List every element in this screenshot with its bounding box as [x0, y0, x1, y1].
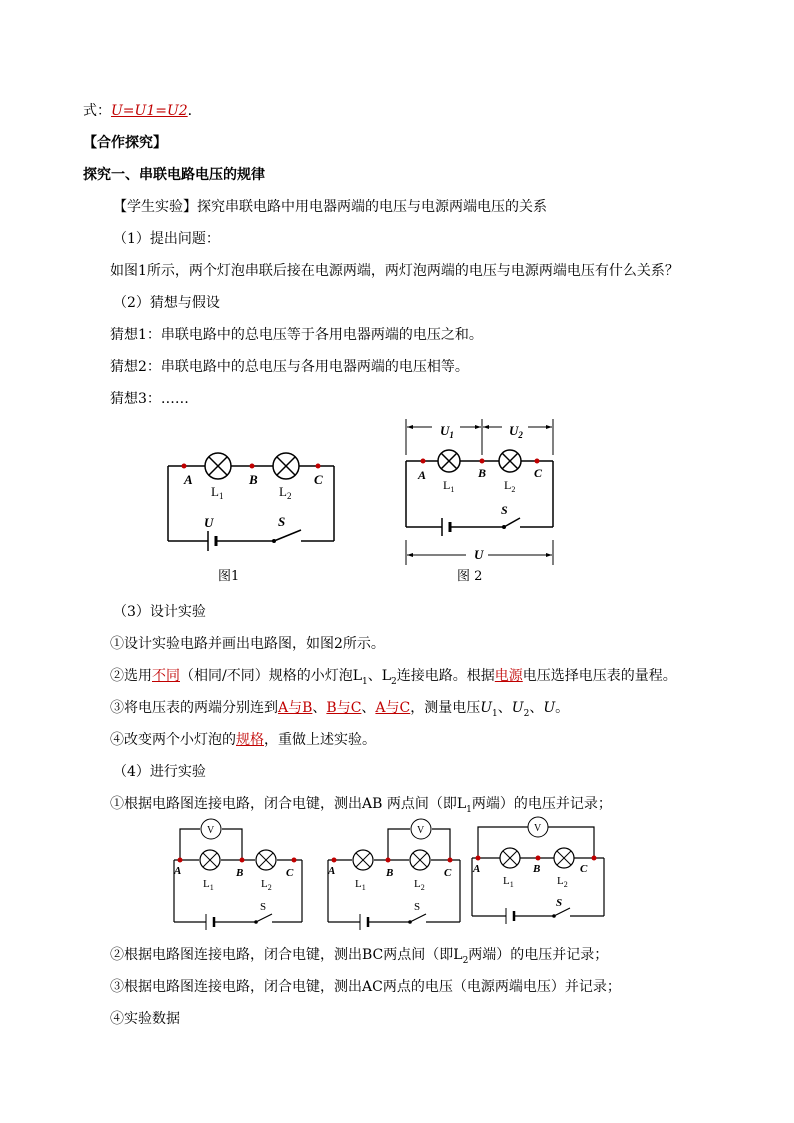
step3-item4: ④改变两个小灯泡的规格，重做上述实验。: [110, 732, 376, 748]
experiment-intro: 【学生实验】探究串联电路中用电器两端的电压与电源两端电压的关系: [113, 199, 547, 215]
svg-text:B: B: [236, 867, 244, 879]
step3-item3: ③将电压表的两端分别连到A与B、B与C、A与C，测量电压$U_1$、$U_2$、U。: [110, 700, 570, 719]
formula-expr: U=U1=U2: [111, 103, 188, 119]
label-u1: $U_1$: [440, 423, 454, 440]
label-a: A: [418, 468, 427, 482]
node-c: [535, 459, 540, 464]
step3-item2: ②选用不同（相同/不同）规格的小灯泡$L_1$、$L_2$连接电路。根据电源电压选择电压表的量程。: [110, 668, 677, 687]
label-l2: $L_2$: [279, 484, 292, 501]
label-u2: $U_2$: [509, 423, 523, 440]
figure-2-circuit: [398, 415, 563, 565]
battery-icon: [208, 531, 216, 551]
svg-text:V: V: [417, 825, 425, 836]
lamp-l2-icon: [554, 848, 574, 868]
node-c: [316, 464, 321, 469]
lamp-l1-icon: [353, 850, 373, 870]
svg-text:L1: $L_1$: [203, 878, 214, 892]
label-s: S: [501, 503, 508, 517]
node-b: [480, 459, 485, 464]
svg-text:S: S: [414, 901, 421, 913]
svg-text:S: S: [260, 901, 267, 913]
label-l2: $L_2$: [504, 478, 516, 494]
svg-text:V: V: [207, 825, 215, 836]
lamp-l1-icon: [438, 450, 460, 472]
battery-icon: [442, 518, 450, 536]
lamp-l1-icon: [205, 453, 231, 479]
figure-1-caption: 图1: [218, 569, 240, 584]
svg-text:C: C: [580, 863, 588, 875]
step3-heading: （3）设计实验: [113, 604, 206, 620]
label-c: C: [314, 472, 323, 487]
lamp-l1-icon: [200, 850, 220, 870]
step4-heading: （4）进行实验: [113, 764, 206, 780]
guess-1: 猜想1：串联电路中的总电压等于各用电器两端的电压之和。: [110, 327, 483, 343]
section-title: 【合作探究】: [83, 135, 167, 151]
svg-text:C: C: [444, 867, 452, 879]
lamp-l2-icon: [410, 850, 430, 870]
circuit-measure-bc: [322, 812, 464, 930]
svg-text:L2: $L_2$: [557, 875, 568, 889]
node-a: [421, 459, 426, 464]
step4-item3: ③根据电路图连接电路，闭合电键，测出AC两点的电压（电源两端电压）并记录；: [110, 979, 621, 995]
guess-3: 猜想3：……: [110, 391, 189, 407]
lamp-l2-icon: [273, 453, 299, 479]
svg-text:A: A: [473, 863, 481, 875]
svg-text:L1: $L_1$: [503, 875, 514, 889]
guess-2: 猜想2：串联电路中的总电压与各用电器两端的电压相等。: [110, 359, 469, 375]
topic-title: 探究一、串联电路电压的规律: [83, 167, 265, 183]
step4-item2: ②根据电路图连接电路，闭合电键，测出BC两点间（即$L_2$两端）的电压并记录；: [110, 947, 609, 966]
svg-text:B: B: [386, 867, 394, 879]
svg-text:C: C: [286, 867, 294, 879]
svg-text:A: A: [328, 865, 336, 877]
formula-line: 式：U=U1=U2.: [83, 103, 193, 119]
label-l1: $L_1$: [211, 484, 224, 501]
step1-heading: （1）提出问题：: [113, 231, 220, 247]
node-b: [250, 464, 255, 469]
step4-item1: ①根据电路图连接电路，闭合电键，测出AB 两点间（即$L_1$两端）的电压并记录；: [110, 796, 612, 815]
svg-text:S: S: [556, 897, 563, 909]
label-b: B: [249, 472, 258, 487]
circuit-measure-ac: [468, 812, 610, 924]
lamp-l1-icon: [500, 848, 520, 868]
svg-text:V: V: [534, 823, 542, 834]
lamp-l2-icon: [499, 450, 521, 472]
circuit-measure-ab: [168, 812, 310, 930]
lamp-l2-icon: [256, 850, 276, 870]
step1-question: 如图1所示，两个灯泡串联后接在电源两端，两灯泡两端的电压与电源两端电压有什么关系？: [110, 263, 679, 279]
step4-item4: ④实验数据: [110, 1011, 180, 1027]
label-b: B: [478, 466, 487, 480]
svg-text:L2: $L_2$: [261, 878, 272, 892]
figure-2-caption: 图 2: [457, 569, 483, 584]
svg-text:L2: $L_2$: [414, 878, 425, 892]
figure-1-circuit: [160, 440, 350, 560]
label-l1: $L_1$: [443, 478, 455, 494]
label-u: U: [474, 547, 484, 562]
label-c: C: [534, 466, 543, 480]
label-a: A: [184, 472, 193, 487]
svg-text:B: B: [533, 863, 541, 875]
step2-heading: （2）猜想与假设: [113, 295, 220, 311]
label-u: U: [204, 515, 214, 530]
label-s: S: [278, 514, 286, 529]
svg-text:L1: $L_1$: [355, 878, 366, 892]
node-a: [182, 464, 187, 469]
step3-item1: ①设计实验电路并画出电路图，如图2所示。: [110, 636, 385, 652]
switch-pivot: [272, 539, 276, 543]
svg-text:A: A: [174, 865, 182, 877]
